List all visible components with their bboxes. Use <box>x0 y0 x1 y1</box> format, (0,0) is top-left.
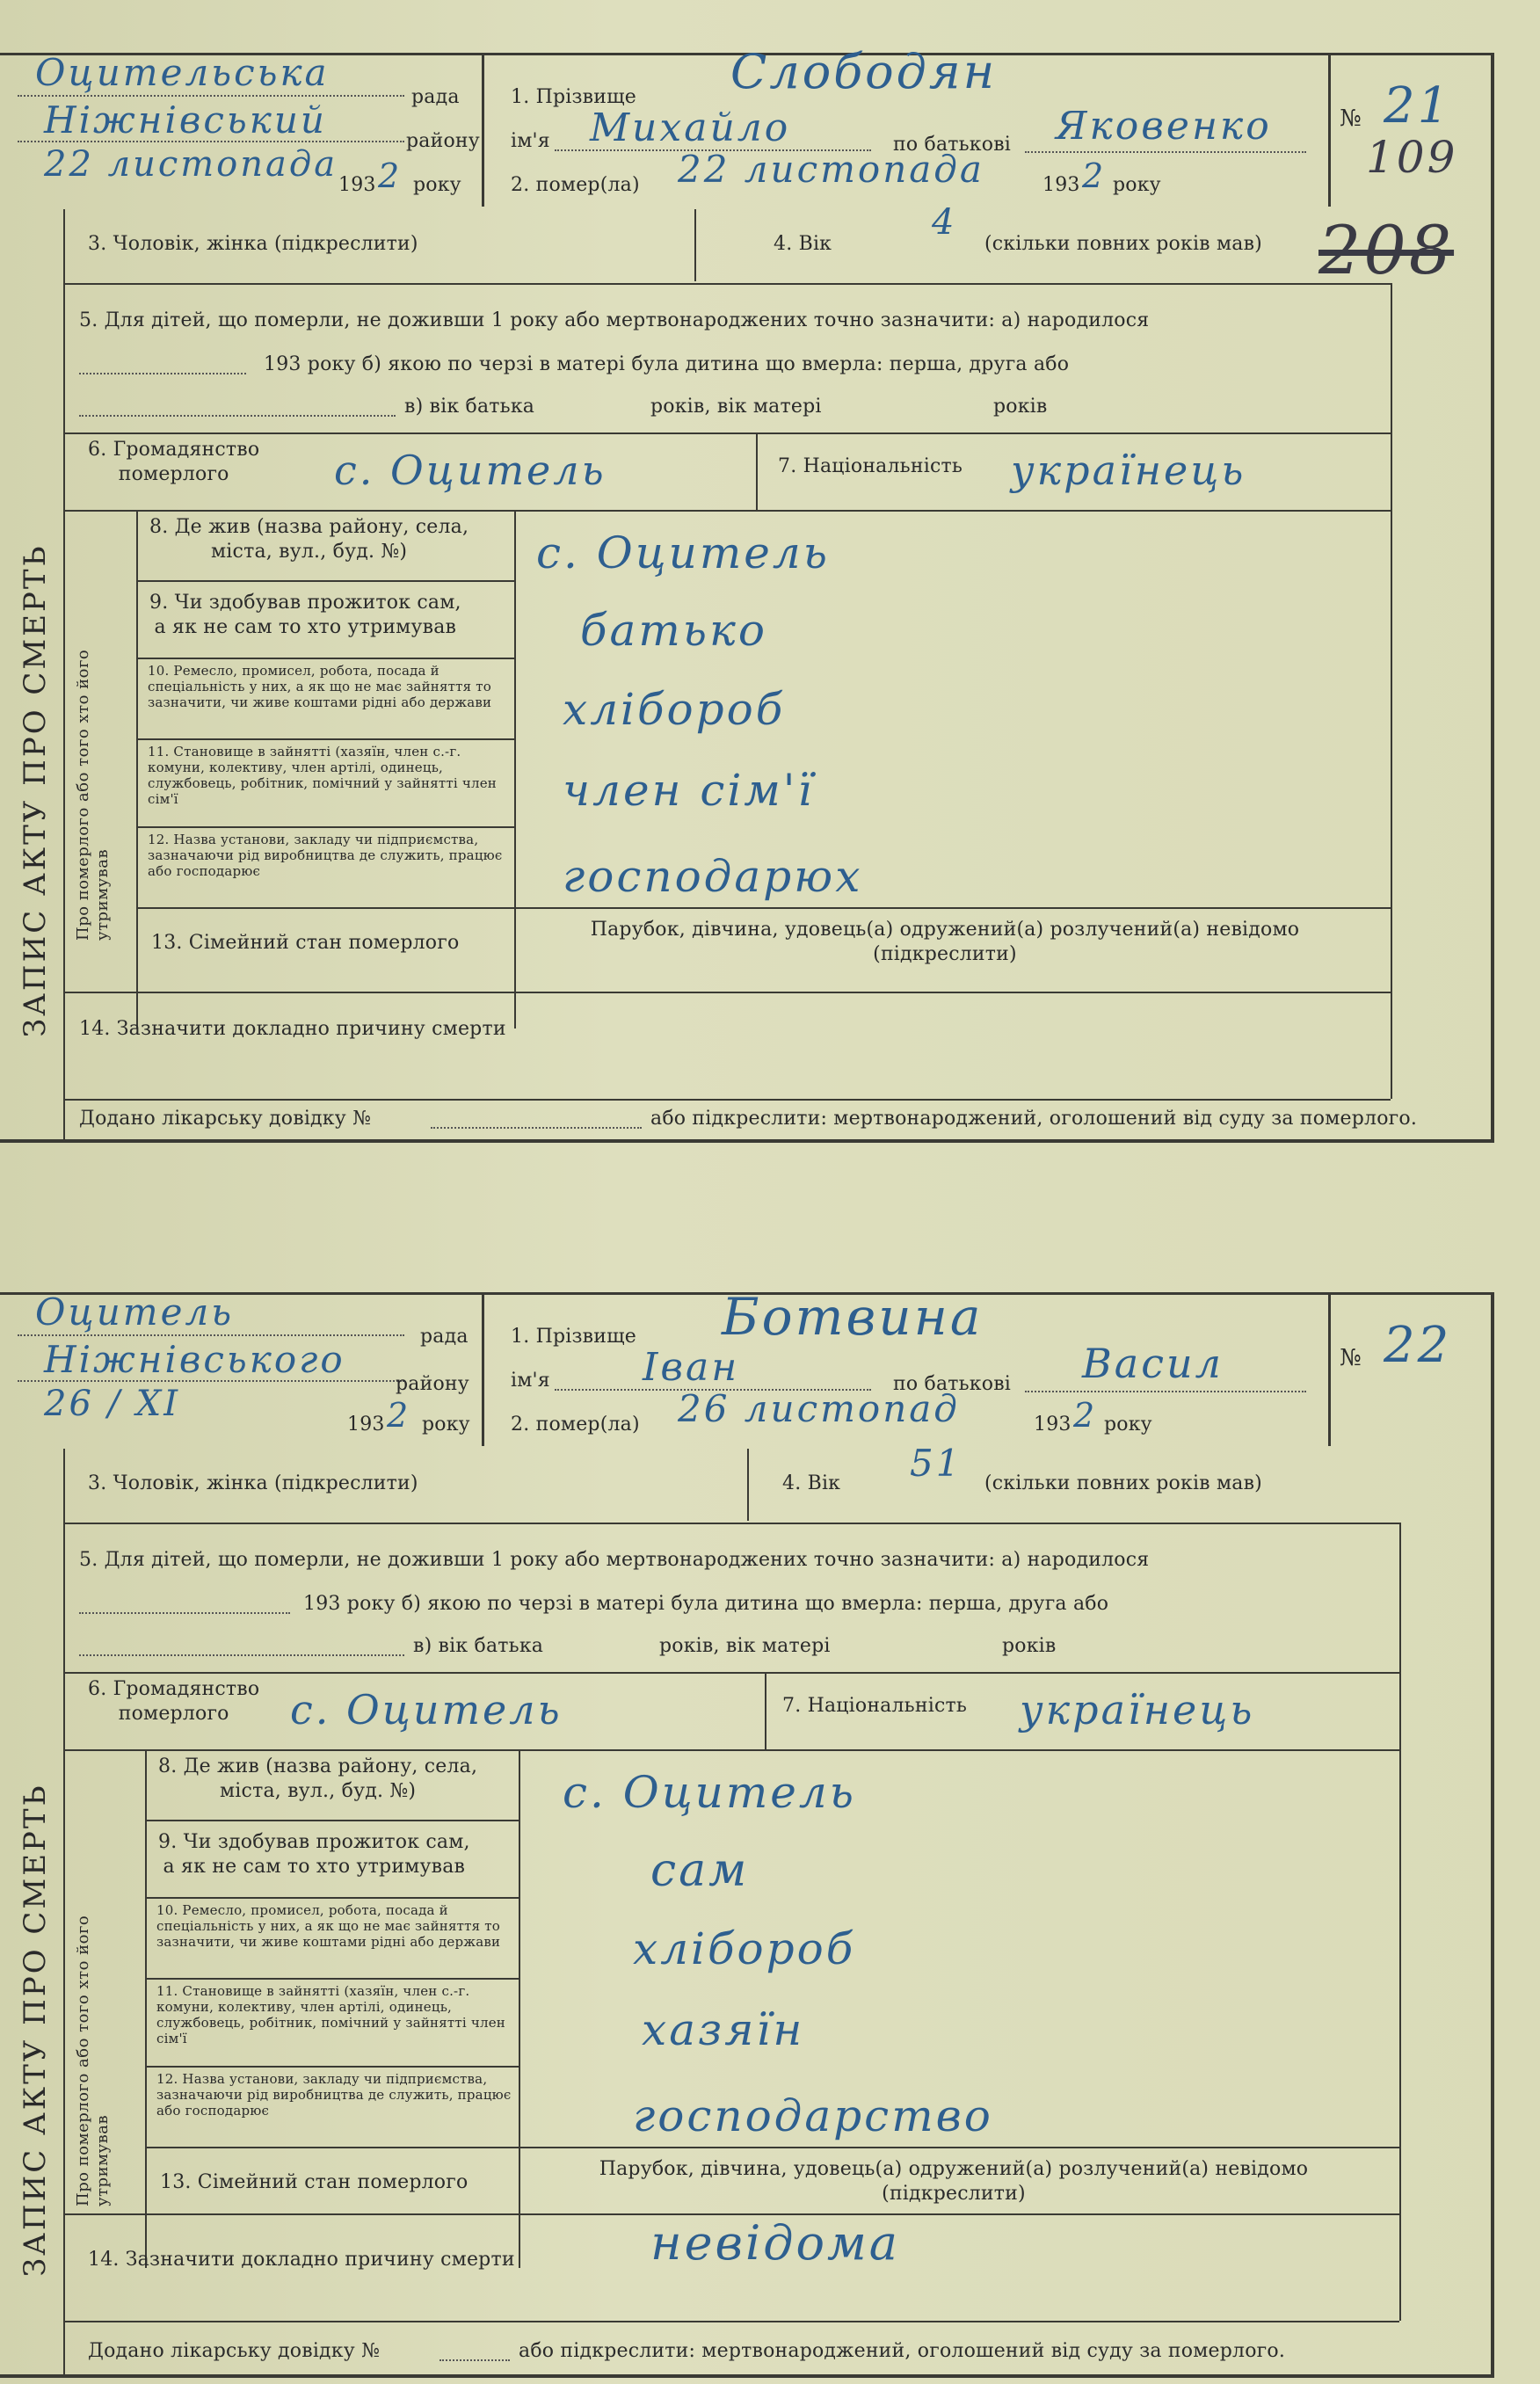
institution-label: 12. Назва установи, закладу чи підприємства, зазначаючи рід виробництва де служить, працює або господарює <box>148 832 503 879</box>
name-handwritten: Іван <box>643 1345 740 1390</box>
death-record-form-21 <box>0 44 1494 1143</box>
employment-label: 11. Становище в зайнятті (хазяїн, член с.-г. комуни, колективу, член артілі, одинець, службовець, робітник, помічний у зайнятті член сім'ї <box>148 744 497 807</box>
employment-handwritten: хазяїн <box>642 2004 805 2055</box>
number-label: № <box>1340 1345 1362 1371</box>
residence-label: 8. Де жив (назва району, села, міста, вул., буд. №) <box>149 516 469 563</box>
roku-label: року <box>413 174 461 196</box>
death-roku-label: року <box>1104 1414 1152 1435</box>
age-note: (скільки повних років мав) <box>984 1472 1262 1494</box>
header-person-cell <box>484 1287 1331 1446</box>
year-prefix-label: 193 <box>347 1414 385 1435</box>
age-label: 4. Вік <box>774 233 832 255</box>
patronymic-label: по батькові <box>893 134 1012 156</box>
header-registry-cell <box>0 53 484 207</box>
marital-options: Парубок, дівчина, удовець(а) одружений(а) розлучений(а) невідомо (підкреслити) <box>590 919 1300 965</box>
side-title: ЗАПИС АКТУ ПРО СМЕРТЬ <box>18 543 53 1037</box>
year-prefix-label: 193 <box>338 174 376 196</box>
registration-date-handwritten: 22 листопада <box>44 144 338 185</box>
name-label: ім'я <box>511 130 550 152</box>
age-handwritten: 51 <box>910 1442 962 1485</box>
children-line-1: 5. Для дітей, що померли, не доживши 1 року або мертвонароджених точно зазначити: а) народилося <box>79 1549 1150 1571</box>
children-years: років <box>993 396 1048 418</box>
children-mother-age: років, вік матері <box>650 396 822 418</box>
rada-label: рада <box>411 86 460 108</box>
marital-label: 13. Сімейний стан померлого <box>160 2171 469 2193</box>
name-handwritten: Михайло <box>590 105 791 150</box>
nationality-label: 7. Національність <box>778 455 963 477</box>
certificate-tail: або підкреслити: мертвонароджений, оголошений від суду за померлого. <box>650 1108 1418 1130</box>
institution-handwritten: господарство <box>633 2090 993 2141</box>
sex-label: 3. Чоловік, жінка (підкреслити) <box>88 233 418 255</box>
left-margin-line <box>63 1449 65 2378</box>
death-date-handwritten: 26 листопад <box>678 1387 960 1430</box>
livelihood-handwritten: сам <box>650 1844 750 1897</box>
number-label: № <box>1340 105 1362 132</box>
nationality-handwritten: українець <box>1020 1686 1255 1733</box>
left-margin-line <box>63 209 65 1143</box>
cause-handwritten: невідома <box>650 2215 900 2271</box>
district-handwritten: Ніжнівського <box>44 1338 345 1381</box>
surname-label: 1. Прізвище <box>511 86 637 108</box>
age-handwritten: 4 <box>932 202 957 243</box>
institution-label: 12. Назва установи, закладу чи підприємства, зазначаючи рід виробництва де служить, працює або господарює <box>156 2071 512 2119</box>
death-roku-label: року <box>1113 174 1161 196</box>
age-label: 4. Вік <box>782 1472 841 1494</box>
children-line-2: 193 року б) якою по черзі в матері була дитина що вмерла: перша, друга або <box>264 353 1070 375</box>
surname-handwritten: Слободян <box>730 44 998 99</box>
rada-label: рада <box>420 1326 469 1348</box>
district-handwritten: Ніжнівський <box>44 98 327 142</box>
certificate-label: Додано лікарську довідку № <box>88 2340 381 2362</box>
header-person-cell <box>484 44 1331 207</box>
form-header <box>0 1287 1494 1446</box>
death-record-form-22 <box>0 1287 1494 2378</box>
record-number-handwritten: 21 <box>1384 77 1452 134</box>
employment-label: 11. Становище в зайнятті (хазяїн, член с.-г. комуни, колективу, член артілі, одинець, службовець, робітник, помічний у зайнятті член сім'ї <box>156 1983 505 2046</box>
certificate-label: Додано лікарську довідку № <box>79 1108 372 1130</box>
patronymic-handwritten: Васил <box>1082 1340 1224 1387</box>
occupation-handwritten: хлібороб <box>563 684 786 735</box>
employment-handwritten: член сім'ї <box>563 765 815 816</box>
children-father-age: в) вік батька <box>413 1635 544 1657</box>
surname-label: 1. Прізвище <box>511 1326 637 1348</box>
citizenship-handwritten: с. Оцитель <box>334 447 607 494</box>
patronymic-handwritten: Яковенко <box>1056 104 1272 149</box>
roku-label: року <box>422 1414 470 1435</box>
sex-label: 3. Чоловік, жінка (підкреслити) <box>88 1472 418 1494</box>
livelihood-label: 9. Чи здобував прожиток сам, а як не сам то хто утримував <box>158 1831 470 1878</box>
residence-handwritten: с. Оцитель <box>563 1767 856 1818</box>
children-mother-age: років, вік матері <box>659 1635 831 1657</box>
extra-number-handwritten: 109 <box>1366 132 1458 183</box>
year-suffix-handwritten: 2 <box>387 1396 411 1435</box>
patronymic-label: по батькові <box>893 1373 1012 1395</box>
year-suffix-handwritten: 2 <box>378 156 403 195</box>
children-line-2: 193 року б) якою по черзі в матері була дитина що вмерла: перша, друга або <box>303 1593 1109 1615</box>
death-year-suffix: 2 <box>1082 156 1107 195</box>
age-note: (скільки повних років мав) <box>984 233 1262 255</box>
death-date-handwritten: 22 листопада <box>678 148 984 191</box>
death-year-suffix: 2 <box>1073 1396 1098 1435</box>
citizenship-label: 6. Громадянство померлого <box>88 1678 260 1725</box>
form-header <box>0 44 1494 207</box>
side-subtitle: Про померлого або того хто його утримував <box>74 1915 112 2206</box>
children-father-age: в) вік батька <box>404 396 535 418</box>
death-year-prefix: 193 <box>1042 174 1080 196</box>
citizenship-label: 6. Громадянство померлого <box>88 439 260 485</box>
children-line-1: 5. Для дітей, що померли, не доживши 1 року або мертвонароджених точно зазначити: а) народилося <box>79 309 1150 331</box>
marital-options: Парубок, дівчина, удовець(а) одружений(а) розлучений(а) невідомо (підкреслити) <box>599 2158 1309 2205</box>
citizenship-handwritten: с. Оцитель <box>290 1686 563 1733</box>
header-registry-cell <box>0 1292 484 1446</box>
cause-label: 14. Зазначити докладно причину смерти <box>88 2249 515 2271</box>
name-label: ім'я <box>511 1370 550 1392</box>
record-number-handwritten: 22 <box>1384 1317 1452 1374</box>
header-number-cell <box>1331 1292 1494 1446</box>
occupation-label: 10. Ремесло, промисел, робота, посада й спеціальність у них, а як що не має зайняття то зазначити, чи живе коштами рідні або держави <box>156 1902 501 1950</box>
occupation-handwritten: хлібороб <box>633 1923 856 1974</box>
side-subtitle: Про померлого або того хто його утримував <box>74 649 112 941</box>
raionu-label: району <box>406 130 480 152</box>
surname-handwritten: Ботвина <box>722 1287 984 1347</box>
residence-label: 8. Де жив (назва району, села, міста, вул., буд. №) <box>158 1755 478 1802</box>
council-handwritten: Оцитель <box>35 1290 235 1334</box>
livelihood-label: 9. Чи здобував прожиток сам, а як не сам то хто утримував <box>149 592 461 638</box>
livelihood-handwritten: батько <box>580 605 767 656</box>
side-title: ЗАПИС АКТУ ПРО СМЕРТЬ <box>18 1783 53 2277</box>
struck-number-handwritten: 208 <box>1318 211 1455 289</box>
residence-handwritten: с. Оцитель <box>536 527 830 578</box>
certificate-tail: або підкреслити: мертвонароджений, оголошений від суду за померлого. <box>519 2340 1286 2362</box>
occupation-label: 10. Ремесло, промисел, робота, посада й спеціальність у них, а як що не має зайняття то зазначити, чи живе коштами рідні або держави <box>148 663 492 710</box>
registration-date-handwritten: 26 / XI <box>44 1384 181 1424</box>
death-date-label: 2. помер(ла) <box>511 1414 640 1435</box>
marital-label: 13. Сімейний стан померлого <box>151 932 460 954</box>
death-year-prefix: 193 <box>1034 1414 1071 1435</box>
death-date-label: 2. помер(ла) <box>511 174 640 196</box>
institution-handwritten: господарюх <box>563 851 863 902</box>
children-years: років <box>1002 1635 1057 1657</box>
cause-label: 14. Зазначити докладно причину смерти <box>79 1018 506 1040</box>
nationality-handwritten: українець <box>1011 447 1246 494</box>
nationality-label: 7. Національність <box>782 1695 968 1717</box>
header-number-cell <box>1331 53 1494 207</box>
council-handwritten: Оцительська <box>35 51 330 94</box>
raionu-label: району <box>396 1373 469 1395</box>
